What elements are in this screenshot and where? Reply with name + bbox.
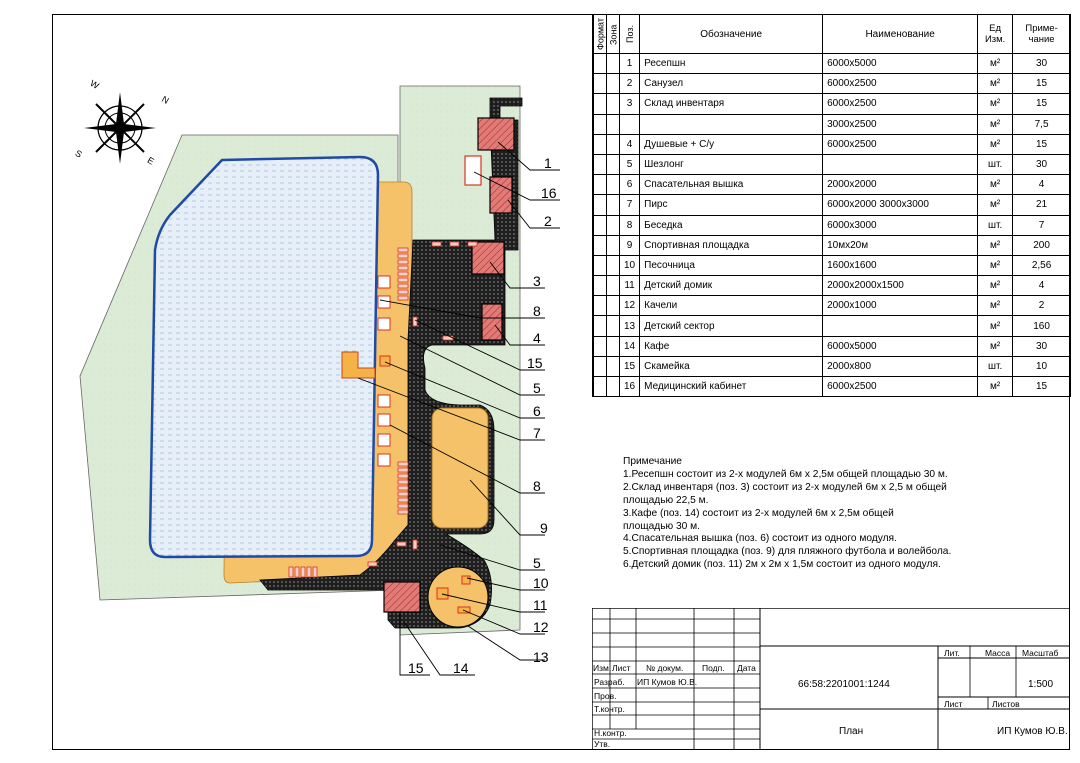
cell-note: 2,56 xyxy=(1013,255,1071,275)
cell-name: 1600х1600 xyxy=(823,255,978,275)
cell-name: 2000х2000 xyxy=(823,175,978,195)
stamp-scale: 1:500 xyxy=(1028,679,1054,690)
spec-row xyxy=(594,296,1071,316)
callout-10: 10 xyxy=(533,575,549,591)
specification-table xyxy=(592,14,1071,397)
note-line: площадью 22,5 м. xyxy=(623,494,709,506)
reception xyxy=(478,118,514,150)
cell-format xyxy=(594,74,607,94)
spec-row xyxy=(594,195,1071,215)
kids-house xyxy=(437,588,448,599)
cell-designation: Кафе xyxy=(640,336,823,356)
cell-note: 7,5 xyxy=(1013,114,1071,134)
rescue-tower xyxy=(380,356,390,366)
note-line: 1.Ресепшн состоит из 2-х модулей 6м х 2,5м общей площадью 30 м. xyxy=(623,468,948,480)
cell-pos: 5 xyxy=(620,154,640,174)
spec-row xyxy=(594,215,1071,235)
cell-format xyxy=(594,195,607,215)
cell-designation: Скамейка xyxy=(640,356,823,376)
cell-designation: Детский сектор xyxy=(640,316,823,336)
cell-unit: м² xyxy=(978,377,1013,397)
medical-cabinet xyxy=(465,156,481,185)
spec-row xyxy=(594,276,1071,296)
spec-row xyxy=(594,154,1071,174)
cell-pos xyxy=(620,114,640,134)
cell-pos: 12 xyxy=(620,296,640,316)
cell-pos: 15 xyxy=(620,356,640,376)
cell-zone xyxy=(607,316,620,336)
cell-zone xyxy=(607,276,620,296)
cell-pos: 13 xyxy=(620,316,640,336)
cell-format xyxy=(594,175,607,195)
cell-name: 6000х2500 xyxy=(823,94,978,114)
cell-note: 21 xyxy=(1013,195,1071,215)
cell-unit: м² xyxy=(978,296,1013,316)
spec-row xyxy=(594,316,1071,336)
cell-pos: 8 xyxy=(620,215,640,235)
stamp-org: ИП Кумов Ю.В. xyxy=(997,726,1068,737)
callout-2: 2 xyxy=(544,213,552,229)
cell-format xyxy=(594,134,607,154)
col-pos: Поз. xyxy=(620,15,640,54)
cell-format xyxy=(594,94,607,114)
cell-zone xyxy=(607,195,620,215)
note-line: 3.Кафе (поз. 14) состоит из 2-х модулей 6м х 2,5м общей xyxy=(623,507,894,519)
cell-unit: м² xyxy=(978,195,1013,215)
stamp-nkontr: Н.контр. xyxy=(594,728,627,738)
col-format: Формат xyxy=(594,15,607,54)
cell-zone xyxy=(607,377,620,397)
cell-format xyxy=(594,377,607,397)
cell-format xyxy=(594,215,607,235)
cell-unit: м² xyxy=(978,175,1013,195)
stamp-scale-label: Масштаб xyxy=(1022,648,1059,658)
stamp-utv: Утв. xyxy=(594,739,611,749)
callout-3: 3 xyxy=(533,273,541,289)
cell-designation: Душевые + С/у xyxy=(640,134,823,154)
cell-zone xyxy=(607,336,620,356)
callout-7: 7 xyxy=(533,425,541,441)
cell-note: 30 xyxy=(1013,336,1071,356)
cell-format xyxy=(594,114,607,134)
cell-format xyxy=(594,255,607,275)
cell-name xyxy=(823,316,978,336)
spec-row xyxy=(594,94,1071,114)
cell-format xyxy=(594,276,607,296)
cell-unit: шт. xyxy=(978,154,1013,174)
spec-row xyxy=(594,74,1071,94)
cell-unit: м² xyxy=(978,276,1013,296)
cell-pos: 7 xyxy=(620,195,640,215)
stamp-date: Дата xyxy=(737,663,756,673)
callout-6: 6 xyxy=(533,403,541,419)
cell-unit: м² xyxy=(978,94,1013,114)
callout-5: 5 xyxy=(533,380,541,396)
cell-designation: Пирс xyxy=(640,195,823,215)
stamp-title: План xyxy=(839,726,864,737)
cell-designation: Ресепшн xyxy=(640,54,823,74)
col-note: Приме- чание xyxy=(1013,15,1071,54)
cell-zone xyxy=(607,235,620,255)
showers xyxy=(482,304,502,340)
cell-designation: Детский домик xyxy=(640,276,823,296)
spec-row xyxy=(594,235,1071,255)
cafe xyxy=(384,582,420,612)
cell-note: 10 xyxy=(1013,356,1071,376)
stamp-prov: Пров. xyxy=(594,691,617,701)
callout-16: 16 xyxy=(541,185,557,201)
stamp-tkontr: Т.контр. xyxy=(594,704,625,714)
cell-zone xyxy=(607,134,620,154)
spec-row xyxy=(594,377,1071,397)
cell-pos: 4 xyxy=(620,134,640,154)
cell-designation xyxy=(640,114,823,134)
callout-8b: 8 xyxy=(533,478,541,494)
cell-note: 30 xyxy=(1013,154,1071,174)
cell-unit: м² xyxy=(978,316,1013,336)
cell-designation: Склад инвентаря xyxy=(640,94,823,114)
cell-unit: шт. xyxy=(978,215,1013,235)
cell-note: 15 xyxy=(1013,74,1071,94)
stamp-sheets: Листов xyxy=(992,699,1020,709)
sandbox xyxy=(462,576,470,584)
cell-format xyxy=(594,296,607,316)
cell-note: 4 xyxy=(1013,276,1071,296)
cell-zone xyxy=(607,94,620,114)
cell-zone xyxy=(607,296,620,316)
col-name: Наименование xyxy=(823,15,978,54)
cell-name: 2000х1000 xyxy=(823,296,978,316)
callout-5b: 5 xyxy=(533,555,541,571)
cell-zone xyxy=(607,54,620,74)
cell-zone xyxy=(607,154,620,174)
cell-name: 6000х5000 xyxy=(823,336,978,356)
cell-unit: м² xyxy=(978,74,1013,94)
cell-format xyxy=(594,154,607,174)
cell-note: 30 xyxy=(1013,54,1071,74)
cell-pos: 1 xyxy=(620,54,640,74)
cell-note: 160 xyxy=(1013,316,1071,336)
cell-unit: м² xyxy=(978,134,1013,154)
cell-name: 6000х2500 xyxy=(823,74,978,94)
cell-name: 6000х2500 xyxy=(823,134,978,154)
compass-east: E xyxy=(145,154,156,167)
cell-name: 2000х2000х1500 xyxy=(823,276,978,296)
cell-unit: м² xyxy=(978,255,1013,275)
cell-designation: Песочница xyxy=(640,255,823,275)
compass-rose xyxy=(73,78,170,167)
cell-format xyxy=(594,235,607,255)
cell-pos: 10 xyxy=(620,255,640,275)
col-designation: Обозначение xyxy=(640,15,823,54)
cell-format xyxy=(594,54,607,74)
spec-row xyxy=(594,336,1071,356)
callout-4: 4 xyxy=(533,330,541,346)
stamp-mass: Масса xyxy=(985,648,1011,658)
spec-row xyxy=(594,134,1071,154)
callout-11: 11 xyxy=(533,597,548,613)
callout-14: 14 xyxy=(453,660,469,676)
cell-zone xyxy=(607,114,620,134)
stamp-doc: № докум. xyxy=(646,663,684,673)
cell-name: 6000х2000 3000х3000 xyxy=(823,195,978,215)
cell-zone xyxy=(607,175,620,195)
callout-9: 9 xyxy=(540,520,548,536)
compass-north: N xyxy=(160,93,171,106)
toilet xyxy=(490,177,512,213)
cell-note: 200 xyxy=(1013,235,1071,255)
cell-pos: 2 xyxy=(620,74,640,94)
cell-note: 2 xyxy=(1013,296,1071,316)
note-line: 5.Спортивная площадка (поз. 9) для пляжного футбола и волейбола. xyxy=(623,546,952,558)
cell-pos: 3 xyxy=(620,94,640,114)
cell-designation: Санузел xyxy=(640,74,823,94)
cell-designation: Спортивная площадка xyxy=(640,235,823,255)
note-line: 4.Спасательная вышка (поз. 6) состоит из одного модуля. xyxy=(623,533,897,545)
callout-12: 12 xyxy=(533,619,549,635)
stamp-izm: Изм. xyxy=(593,663,612,673)
cell-designation: Медицинский кабинет xyxy=(640,377,823,397)
cell-pos: 14 xyxy=(620,336,640,356)
spec-header-row xyxy=(594,15,1071,54)
cell-format xyxy=(594,336,607,356)
col-zone: Зона xyxy=(607,15,620,54)
cell-designation: Беседка xyxy=(640,215,823,235)
cell-pos: 11 xyxy=(620,276,640,296)
spec-row xyxy=(594,175,1071,195)
cell-designation: Качели xyxy=(640,296,823,316)
spec-body xyxy=(594,54,1071,397)
callout-13: 13 xyxy=(533,649,549,665)
cell-designation: Шезлонг xyxy=(640,154,823,174)
cell-pos: 16 xyxy=(620,377,640,397)
cell-format xyxy=(594,316,607,336)
stamp-razrab: Разраб. xyxy=(594,677,625,687)
cell-pos: 9 xyxy=(620,235,640,255)
spec-row xyxy=(594,255,1071,275)
cell-name: 6000х3000 xyxy=(823,215,978,235)
stamp-lit: Лит. xyxy=(944,648,960,658)
cell-format xyxy=(594,356,607,376)
note-line: площадью 30 м. xyxy=(623,520,701,532)
cell-pos: 6 xyxy=(620,175,640,195)
compass-south: S xyxy=(73,147,84,160)
cell-zone xyxy=(607,356,620,376)
spec-row xyxy=(594,54,1071,74)
cell-name xyxy=(823,154,978,174)
stamp-sign: Подп. xyxy=(702,663,725,673)
stamp-list: Лист xyxy=(612,663,631,673)
cell-note: 4 xyxy=(1013,175,1071,195)
compass-west: W xyxy=(88,78,101,91)
spec-row xyxy=(594,356,1071,376)
cell-unit: шт. xyxy=(978,356,1013,376)
callout-8: 8 xyxy=(533,303,541,319)
callout-1: 1 xyxy=(544,155,552,171)
cell-note: 7 xyxy=(1013,215,1071,235)
cell-name: 6000х5000 xyxy=(823,54,978,74)
spec-row xyxy=(594,114,1071,134)
cell-name: 3000х2500 xyxy=(823,114,978,134)
callout-15b: 15 xyxy=(408,660,424,676)
cell-unit: м² xyxy=(978,235,1013,255)
cell-unit: м² xyxy=(978,54,1013,74)
stamp-razrab-name: ИП Кумов Ю.В. xyxy=(637,677,698,687)
notes-block xyxy=(623,456,1063,572)
inventory-store xyxy=(472,242,504,274)
col-unit: Ед Изм. xyxy=(978,15,1013,54)
cell-zone xyxy=(607,74,620,94)
cell-zone xyxy=(607,215,620,235)
cell-name: 10мх20м xyxy=(823,235,978,255)
note-line: 2.Склад инвентаря (поз. 3) состоит из 2-х модулей 6м х 2,5 м общей xyxy=(623,481,947,493)
cell-unit: м² xyxy=(978,336,1013,356)
stamp-sheet: Лист xyxy=(944,699,963,709)
cell-name: 6000х2500 xyxy=(823,377,978,397)
cell-unit: м² xyxy=(978,114,1013,134)
cell-note: 15 xyxy=(1013,134,1071,154)
title-block xyxy=(592,608,1070,750)
notes-title: Примечание xyxy=(623,456,682,467)
cell-note: 15 xyxy=(1013,94,1071,114)
cell-name: 2000х800 xyxy=(823,356,978,376)
cell-designation: Спасательная вышка xyxy=(640,175,823,195)
cell-zone xyxy=(607,255,620,275)
stamp-code: 66:58:2201001:1244 xyxy=(798,679,890,690)
cell-note: 15 xyxy=(1013,377,1071,397)
note-line: 6.Детский домик (поз. 11) 2м х 2м х 1,5м состоит из одного модуля. xyxy=(623,559,941,571)
callout-15: 15 xyxy=(527,355,543,371)
sports-court xyxy=(432,408,488,528)
